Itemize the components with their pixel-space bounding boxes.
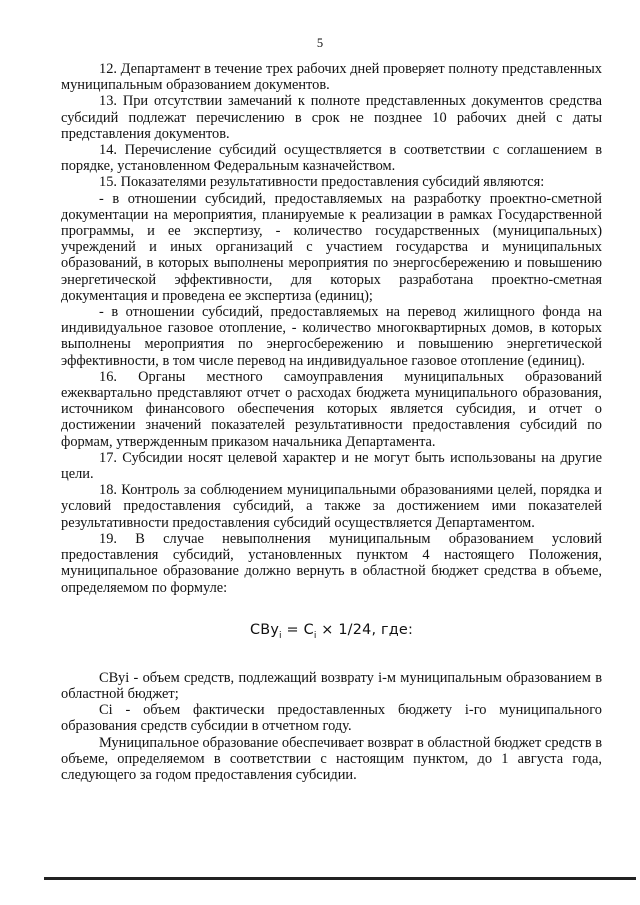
paragraph-16: 16. Органы местного самоуправления муниципальных образований ежеквартально представляют отчет о расходах бюджета муниципального образования, источником финансового обеспечения которых является субсидия, и отчет о достижении значений показателей результативности предоставления субсидий по формам, утвержденным приказом начальника Департамента.: [61, 368, 602, 450]
paragraph-15-item-1: - в отношении субсидий, предоставляемых на разработку проектно-сметной документации на мероприятия, планируемые к реализации в рамках Государственной программы, и ее экспертизу, - количество государственных (муниципальных) учреждений и иных организаций с участием государства и муниципальных образований, в которых выполнены мероприятия по энергосбережению и повышению энергетической эффективности, для которых разработана проектно-сметная документация и проведена ее экспертиза (единиц);: [61, 190, 602, 304]
formula-equals: =: [281, 621, 304, 638]
formula-rhs-index: i: [313, 630, 317, 641]
paragraph-12: 12. Департамент в течение трех рабочих дней проверяет полноту представленных муниципальным образованием документов.: [61, 61, 602, 94]
formula-lhs: СВу: [250, 621, 280, 638]
paragraph-18: 18. Контроль за соблюдением муниципальными образованиями целей, порядка и условий предоставления субсидий, а также за достижением ими показателей результативности предоставления субсидий осуществляется Департаментом.: [61, 482, 602, 531]
paragraph-14: 14. Перечисление субсидий осуществляется в соответствии с соглашением в порядке, установленном Федеральным казначейством.: [61, 142, 602, 175]
formula: [61, 622, 602, 644]
page-number: 5: [316, 36, 324, 50]
definition-ci: Сi - объем фактически предоставленных бюджету i-го муниципального образования средств субсидии в отчетном году.: [61, 702, 602, 735]
paragraph-15: 15. Показателями результативности предоставления субсидий являются:: [99, 174, 545, 191]
document-body: [61, 61, 602, 783]
definition-svu: СВуi - объем средств, подлежащий возврату i-м муниципальным образованием в областной бюджет;: [61, 669, 602, 702]
paragraph-return-deadline: Муниципальное образование обеспечивает возврат в областной бюджет средств в объеме, определяемом в соответствии с настоящим пунктом, до 1 августа года, следующего за годом предоставления субсидии.: [61, 734, 602, 783]
formula-tail: × 1/24, где:: [316, 621, 413, 638]
paragraph-17: 17. Субсидии носят целевой характер и не могут быть использованы на другие цели.: [61, 449, 602, 483]
formula-lhs-index: i: [279, 630, 282, 641]
bottom-rule: [44, 877, 636, 880]
paragraph-13: 13. При отсутствии замечаний к полноте представленных документов средства субсидий подлежат перечислению в срок не позднее 10 рабочих дней с даты представления документов.: [61, 93, 602, 142]
paragraph-15-item-2: - в отношении субсидий, предоставляемых на перевод жилищного фонда на индивидуальное газовое отопление, - количество многоквартирных домов, в которых выполнены мероприятия по энергосбережению и повышению энергетической эффективности, в том числе перевод на индивидуальное газовое отопление (единиц).: [61, 304, 602, 369]
paragraph-19: 19. В случае невыполнения муниципальным образованием условий предоставления субсидий, установленных пунктом 4 настоящего Положения, муниципальное образование должно вернуть в областной бюджет средства в объеме, определяемом по формуле:: [61, 530, 602, 596]
formula-rhs: С: [303, 621, 314, 638]
